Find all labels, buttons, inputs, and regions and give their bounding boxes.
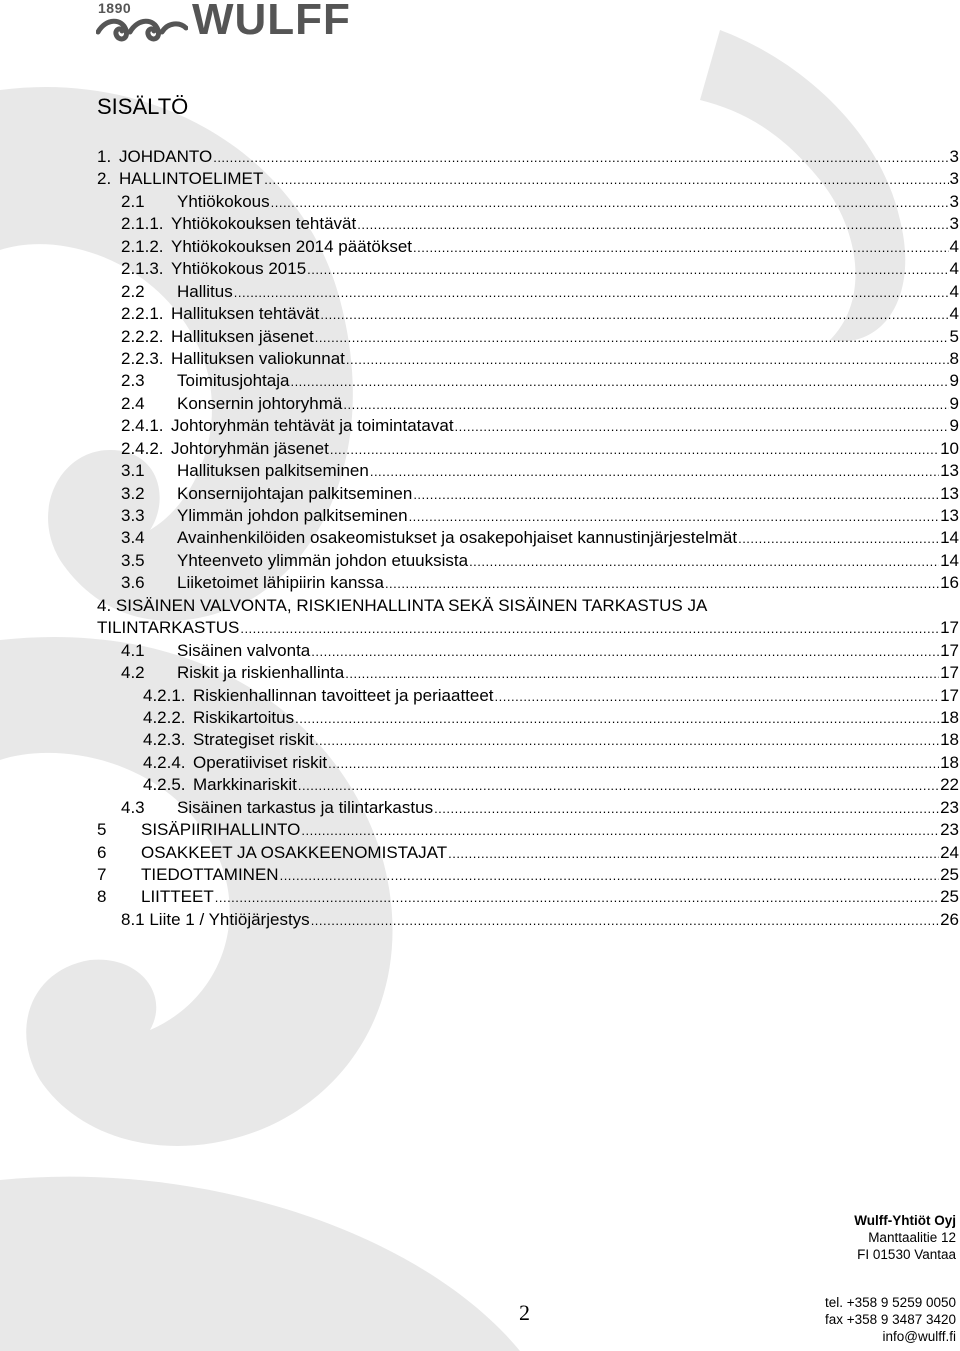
toc-entry-page: 4 <box>949 304 959 324</box>
toc-entry-title: Liiketoimet lähipiirin kanssa <box>177 573 384 593</box>
toc-entry-page: 23 <box>940 797 959 817</box>
toc-leader-dots <box>213 146 948 169</box>
toc-entry-title: Sisäinen valvonta <box>177 640 311 660</box>
toc-entry-title: OSAKKEET JA OSAKKEENOMISTAJAT <box>141 842 448 862</box>
toc-entry-number: 4.1 <box>121 640 145 660</box>
toc-entry-page: 3 <box>949 169 959 189</box>
toc-entry-number: 2.4.1. <box>121 416 164 436</box>
toc-entry-title: Hallitus <box>177 281 233 301</box>
toc-entry[interactable] <box>97 213 959 235</box>
toc-entry-number: 2. <box>97 169 112 189</box>
toc-entry-title: Johtoryhmän tehtävät ja toimintatavat <box>171 416 454 436</box>
toc-entry[interactable] <box>97 752 959 774</box>
toc-entry-number: 3.6 <box>121 573 145 593</box>
toc-entry-page: 13 <box>940 506 959 525</box>
toc-entry[interactable] <box>97 617 959 639</box>
toc-entry[interactable] <box>97 550 959 572</box>
toc-entry[interactable] <box>97 864 959 886</box>
toc-entry[interactable] <box>97 370 959 392</box>
toc-entry-number: 3.3 <box>121 506 145 525</box>
toc-leader-dots <box>330 438 939 461</box>
toc-entry-title: 4. SISÄINEN VALVONTA, RISKIENHALLINTA SEKÄ SISÄINEN TARKASTUS JA <box>97 595 708 615</box>
toc-entry-title: Konsernijohtajan palkitseminen <box>177 483 413 503</box>
toc-leader-dots <box>307 258 948 281</box>
toc-entry-page: 5 <box>949 326 959 346</box>
toc-entry-title: LIITTEET <box>141 887 214 907</box>
toc-entry-title: Hallituksen tehtävät <box>171 304 320 324</box>
toc-entry-number: 2.4 <box>121 393 145 413</box>
toc-entry[interactable] <box>97 393 959 415</box>
toc-entry[interactable] <box>97 797 959 819</box>
toc-entry-number: 4.2 <box>121 663 145 683</box>
toc-entry-title: HALLINTOELIMET <box>119 169 264 189</box>
toc-entry[interactable] <box>97 505 959 527</box>
toc-entry-page: 18 <box>940 752 959 772</box>
toc-leader-dots <box>295 707 939 730</box>
toc-entry-number: 2.3 <box>121 371 145 391</box>
toc-leader-dots <box>409 505 940 528</box>
toc-leader-dots <box>315 326 949 349</box>
toc-entry-page: 9 <box>949 416 959 436</box>
toc-leader-dots <box>738 527 939 550</box>
toc-entry[interactable] <box>97 572 959 594</box>
toc-entry-page: 22 <box>940 775 959 795</box>
toc-entry-title: 8.1 Liite 1 / Yhtiöjärjestys <box>121 909 310 929</box>
toc-entry[interactable] <box>97 640 959 662</box>
footer-street: Manttaalitie 12 <box>868 1230 956 1245</box>
toc-entry-page: 9 <box>949 371 959 391</box>
toc-entry[interactable] <box>97 595 959 617</box>
toc-entry-page: 13 <box>940 483 959 503</box>
toc-entry[interactable] <box>97 236 959 258</box>
toc-entry-number: 4.3 <box>121 797 145 817</box>
toc-entry-page: 17 <box>940 618 959 638</box>
toc-entry-page: 17 <box>940 685 959 705</box>
toc-entry-page: 14 <box>940 550 959 570</box>
toc-entry-title: Johtoryhmän jäsenet <box>171 438 329 458</box>
toc-entry[interactable] <box>97 685 959 707</box>
toc-entry-title: Toimitusjohtaja <box>177 371 290 391</box>
toc-entry[interactable] <box>97 438 959 460</box>
toc-leader-dots <box>320 303 948 326</box>
toc-entry-number: 4.2.2. <box>143 707 186 727</box>
toc-entry[interactable] <box>97 527 959 549</box>
toc-leader-dots <box>370 460 939 483</box>
toc-entry-title: Operatiiviset riskit <box>193 752 328 772</box>
toc-entry-title: Riskikartoitus <box>193 707 295 727</box>
toc-entry-page: 8 <box>949 348 959 368</box>
toc-leader-dots <box>434 797 939 820</box>
toc-entry-title: Yhtiökokous 2015 <box>171 259 307 279</box>
toc-entry-number: 7 <box>97 865 107 884</box>
toc-entry[interactable] <box>97 886 959 908</box>
toc-entry-page: 25 <box>940 865 959 884</box>
toc-entry-page: 18 <box>940 730 959 750</box>
toc-leader-dots <box>315 729 939 752</box>
toc-entry-page: 4 <box>949 236 959 256</box>
toc-entry-number: 2.1.2. <box>121 236 164 256</box>
toc-leader-dots <box>357 213 948 236</box>
toc-entry-title: Hallituksen jäsenet <box>171 326 314 346</box>
toc-entry-page: 14 <box>940 528 959 548</box>
toc-entry[interactable] <box>97 819 959 841</box>
toc-entry[interactable] <box>97 729 959 751</box>
toc-entry[interactable] <box>97 483 959 505</box>
toc-entry-page: 23 <box>940 820 959 840</box>
toc-entry-page: 4 <box>949 281 959 301</box>
footer-fax: fax +358 9 3487 3420 <box>825 1312 956 1327</box>
toc-entry-number: 4.2.3. <box>143 730 186 750</box>
toc-entry[interactable] <box>97 303 959 325</box>
toc-leader-dots <box>298 774 939 797</box>
toc-leader-dots <box>345 662 939 685</box>
toc-entry-title: JOHDANTO <box>119 147 213 166</box>
toc-entry-number: 4.2.1. <box>143 685 186 705</box>
toc-entry-number: 2.2.1. <box>121 304 164 324</box>
toc-entry-number: 3.4 <box>121 528 145 548</box>
logo-wave-icon <box>96 14 188 44</box>
toc-entry-number: 6 <box>97 842 107 862</box>
toc-entry[interactable] <box>97 326 959 348</box>
toc-leader-dots <box>413 483 939 506</box>
toc-entry[interactable] <box>97 707 959 729</box>
toc-entry-page: 26 <box>940 909 959 929</box>
company-footer <box>825 1212 956 1345</box>
toc-entry-title: Konsernin johtoryhmä <box>177 393 343 413</box>
footer-city: FI 01530 Vantaa <box>857 1247 956 1262</box>
toc-entry-title: TIEDOTTAMINEN <box>141 865 279 884</box>
toc-leader-dots <box>346 348 949 371</box>
toc-entry[interactable] <box>97 191 959 213</box>
toc-leader-dots <box>311 909 939 932</box>
toc-entry[interactable] <box>97 460 959 482</box>
toc-entry-title: Avainhenkilöiden osakeomistukset ja osakepohjaiset kannustinjärjestelmät <box>177 528 738 548</box>
toc-entry-page: 4 <box>949 259 959 279</box>
toc-entry[interactable] <box>97 146 959 168</box>
toc-entry-page: 3 <box>949 191 959 211</box>
toc-leader-dots <box>495 685 940 708</box>
toc-entry[interactable] <box>97 662 959 684</box>
toc-leader-dots <box>385 572 939 595</box>
wulff-logo <box>96 0 366 46</box>
toc-entry-page: 9 <box>949 393 959 413</box>
toc-entry-number: 2.2.3. <box>121 348 164 368</box>
toc-title: SISÄLTÖ <box>97 94 189 119</box>
toc-entry-page: 17 <box>940 663 959 683</box>
toc-entry-title: Ylimmän johdon palkitseminen <box>177 506 408 525</box>
toc-entry[interactable] <box>97 842 959 864</box>
toc-leader-dots <box>311 640 939 663</box>
toc-entry-number: 2.1 <box>121 191 145 211</box>
toc-entry-number: 2.2 <box>121 281 145 301</box>
toc-leader-dots <box>328 752 939 775</box>
toc-entry-number: 2.4.2. <box>121 438 164 458</box>
toc-entry[interactable] <box>97 415 959 437</box>
toc-entry-page: 3 <box>949 147 959 166</box>
footer-email[interactable]: info@wulff.fi <box>882 1329 956 1344</box>
toc-leader-dots <box>413 236 949 259</box>
toc-entry-page: 3 <box>949 214 959 234</box>
toc-entry[interactable] <box>97 909 959 931</box>
toc-leader-dots <box>234 281 949 304</box>
toc-entry-title: Markkinariskit <box>193 775 297 795</box>
toc-entry-page: 16 <box>940 573 959 593</box>
toc-leader-dots <box>455 415 949 438</box>
toc-entry-page: 17 <box>940 640 959 660</box>
toc-entry-title: Sisäinen tarkastus ja tilintarkastus <box>177 797 434 817</box>
toc-leader-dots <box>343 393 948 416</box>
footer-tel: tel. +358 9 5259 0050 <box>825 1295 956 1310</box>
toc-entry-page: 10 <box>940 438 959 458</box>
toc-entry-title: Yhtiökokouksen tehtävät <box>171 214 357 234</box>
footer-company: Wulff-Yhtiöt Oyj <box>854 1213 956 1228</box>
toc-entry-number: 4.2.5. <box>143 775 186 795</box>
table-of-contents <box>97 146 959 931</box>
toc-leader-dots <box>448 842 939 865</box>
toc-leader-dots <box>271 191 949 214</box>
toc-entry[interactable] <box>97 281 959 303</box>
toc-entry-page: 25 <box>940 887 959 907</box>
toc-entry-number: 8 <box>97 887 107 907</box>
toc-entry-title: Riskienhallinnan tavoitteet ja periaatteet <box>193 685 494 705</box>
toc-entry[interactable] <box>97 348 959 370</box>
toc-entry-title: Hallituksen palkitseminen <box>177 461 369 481</box>
toc-entry-title: Riskit ja riskienhallinta <box>177 663 345 683</box>
toc-entry-number: 3.5 <box>121 550 145 570</box>
toc-entry-title: Hallituksen valiokunnat <box>171 348 345 368</box>
toc-entry-number: 4.2.4. <box>143 752 186 772</box>
toc-entry-number: 2.1.3. <box>121 259 164 279</box>
toc-entry-number: 2.2.2. <box>121 326 164 346</box>
toc-entry-title: Yhteenveto ylimmän johdon etuuksista <box>177 550 469 570</box>
toc-entry-number: 2.1.1. <box>121 214 164 234</box>
toc-entry[interactable] <box>97 168 959 190</box>
toc-leader-dots <box>280 864 940 887</box>
toc-entry-title: TILINTARKASTUS <box>97 618 240 638</box>
toc-entry-page: 24 <box>940 842 959 862</box>
toc-entry[interactable] <box>97 774 959 796</box>
toc-entry-page: 18 <box>940 707 959 727</box>
toc-entry-number: 3.1 <box>121 461 145 481</box>
page-number: 2 <box>519 1300 530 1325</box>
toc-leader-dots <box>469 550 939 573</box>
toc-leader-dots <box>264 168 948 191</box>
toc-leader-dots <box>301 819 939 842</box>
toc-entry[interactable] <box>97 258 959 280</box>
toc-leader-dots <box>215 886 939 909</box>
toc-leader-dots <box>240 617 939 640</box>
toc-entry-title: SISÄPIIRIHALLINTO <box>141 820 301 840</box>
toc-entry-title: Yhtiökokous <box>177 191 270 211</box>
toc-entry-page: 13 <box>940 461 959 481</box>
toc-entry-number: 1. <box>97 147 112 166</box>
toc-leader-dots <box>290 370 948 393</box>
toc-entry-title: Yhtiökokouksen 2014 päätökset <box>171 236 413 256</box>
logo-year: 1890 <box>98 0 132 16</box>
toc-entry-number: 5 <box>97 820 107 840</box>
logo-wordmark: WULFF <box>192 0 351 44</box>
toc-entry-number: 3.2 <box>121 483 145 503</box>
toc-entry-title: Strategiset riskit <box>193 730 314 750</box>
